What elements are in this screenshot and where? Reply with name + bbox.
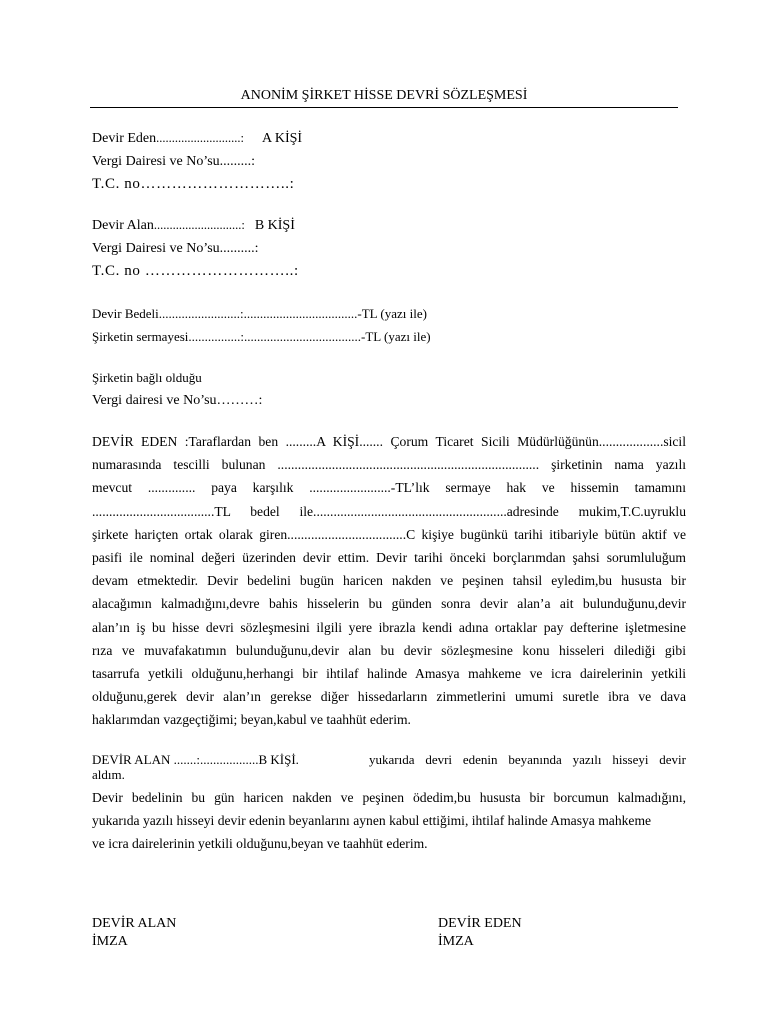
devir-eden-value: A KİŞİ: [262, 131, 303, 146]
devir-eden-paragraph: [92, 430, 686, 731]
devir-eden-vergi-line: Vergi Dairesi ve No’su.........:: [92, 154, 256, 169]
paragraph-line: numarasında tescilli bulunan ............................................................................. şirketinin nama yazılı: [92, 457, 686, 473]
paragraph-line: DEVİR EDEN :Taraflardan ben .........A KİŞİ....... Çorum Ticaret Sicili Müdürlüğünün...................sicil: [92, 434, 686, 449]
paragraph-line: rıza ve muvafakatımın bulunduğunu,devir alan bu devir sözleşmesine konu hisseleri dilediği gibi: [92, 642, 686, 658]
devir-eden-label: Devir Eden: [92, 131, 157, 146]
devir-alan-dots: ............................:: [153, 218, 245, 232]
paragraph-line: ve icra dairelerinin yetkili olduğunu,beyan ve taahhüt ederim.: [92, 836, 428, 852]
devir-alan-first-left: DEVİR ALAN .......:..................B KİŞİ.: [92, 752, 299, 767]
devir-alan-label: Devir Alan: [92, 218, 154, 233]
devir-eden-line: [92, 131, 302, 147]
signature-right-role: DEVİR EDEN: [438, 916, 522, 931]
paragraph-line: haklarımdan vazgeçtiğimi; beyan,kabul ve taahhüt ederim.: [92, 712, 411, 728]
signature-right-sign: İMZA: [438, 934, 474, 949]
title-underline: [90, 107, 678, 108]
paragraph-line: Devir bedelinin bu gün haricen nakden ve peşinen ödedim,bu hususta bir borcumun kalmadığını,: [92, 790, 686, 805]
paragraph-line: devam etmektedir. Devir bedelini bugün haricen nakden ve peşinen tahsil eyledim,bu hususta bir: [92, 573, 686, 589]
paragraph-line: pasifi ile nominal değeri üzerinden devir ettim. Devir tarihi önceki borçlarımdan şahsi sorumluluğum: [92, 549, 686, 565]
signature-left-role: DEVİR ALAN: [92, 916, 177, 931]
devir-alan-paragraph: [92, 786, 686, 856]
devir-bedeli-line: Devir Bedeli.........................:...................................-TL (yazı ile): [92, 306, 427, 321]
sirket-bagli-line: Şirketin bağlı olduğu: [92, 370, 202, 385]
devir-alan-value: B KİŞİ: [254, 218, 295, 233]
sirket-sermayesi-line: Şirketin sermayesi................:....................................-TL (yazı ile): [92, 329, 431, 344]
devir-alan-vergi-line: Vergi Dairesi ve No’su..........:: [92, 241, 259, 256]
sirket-vergi-dairesi-line: Vergi dairesi ve No’su………:: [92, 393, 263, 408]
devir-alan-tc-line: T.C. no ………………………..:: [92, 263, 299, 279]
devir-eden-tc-line: T.C. no………………………..:: [92, 176, 295, 192]
document-title: ANONİM ŞİRKET HİSSE DEVRİ SÖZLEŞMESİ: [240, 88, 528, 103]
paragraph-line: ....................................TL bedel ile.........................................................adresinde mukim,T.C.uyruklu: [92, 503, 686, 519]
devir-alan-aldim: aldım.: [92, 767, 125, 782]
paragraph-line: alacağımın kalmadığını,devre bahis hisselerin bu günden sonra devir alan’a ait bulunduğunu,devir: [92, 596, 686, 612]
signature-left-sign: İMZA: [92, 934, 128, 949]
paragraph-line: şirkete hariçten ortak olarak giren...................................C kişiye bugünkü tarihi itibariyle bütün aktif ve: [92, 526, 686, 542]
paragraph-line: mevcut .............. paya karşılık ........................-TL’lık sermaye hak ve hissemin tamamını: [92, 480, 686, 496]
paragraph-line: tasarrufa yetkili olduğunu,herhangi bir ihtilaf halinde Amasya mahkeme ve icra dairelerinin yetkili: [92, 665, 686, 681]
paragraph-line: alan’ın iş bu hisse devri sözleşmesini ilgili yere ibrazla kendi adına ortaklar pay defterine işletmesine: [92, 619, 686, 635]
paragraph-line: olduğunu,gerek devir alan’ın gerekse diğer hissedarların zimmetlerini umumi suretle ibra ve dava: [92, 689, 686, 705]
devir-alan-line: [92, 218, 295, 234]
devir-eden-dots: ...........................:: [156, 131, 245, 145]
paragraph-line: yukarıda yazılı hisseyi devir edenin beyanlarını aynen kabul ettiğimi, ihtilaf halinde Amasya mahkeme: [92, 813, 652, 829]
devir-alan-first-right: yukarıda devri edenin beyanında yazılı hisseyi devir: [369, 752, 686, 767]
